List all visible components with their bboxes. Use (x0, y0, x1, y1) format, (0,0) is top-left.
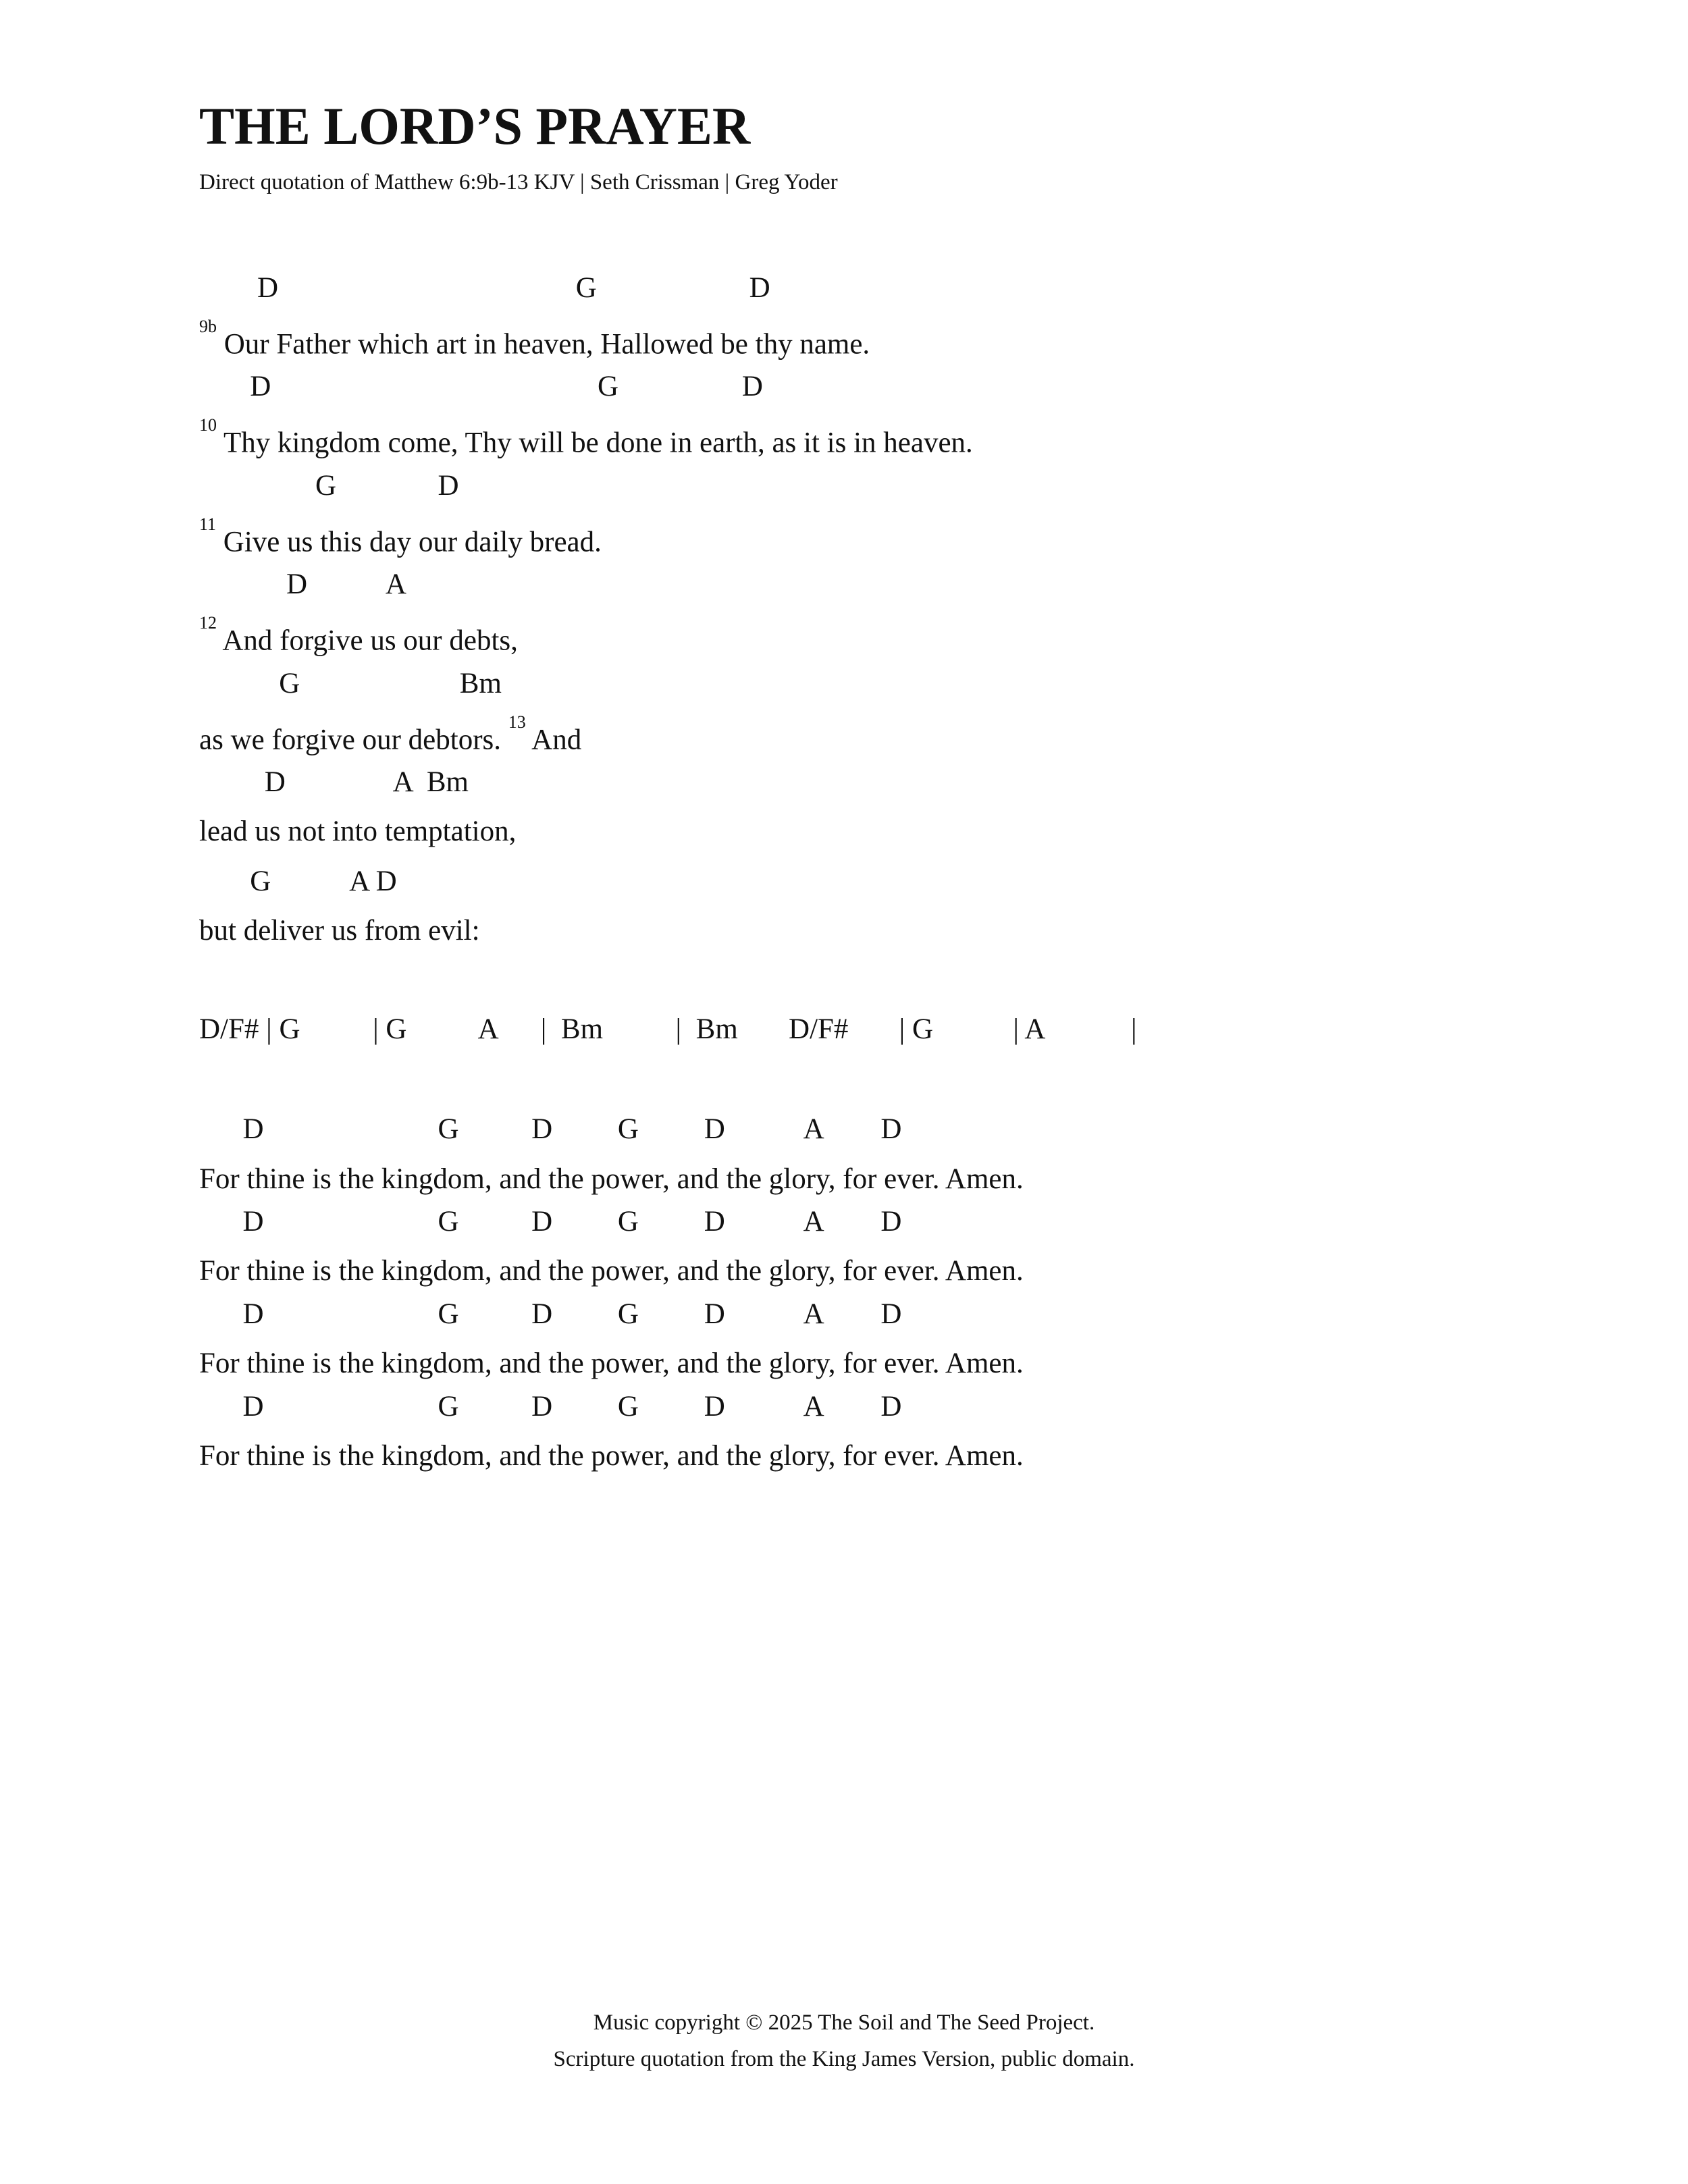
lyric-line (199, 317, 870, 361)
verse-number: 12 (199, 613, 217, 633)
chord-line: G D (199, 470, 459, 502)
lyric-line: lead us not into temptation, (199, 816, 517, 847)
lyric-text: And (525, 724, 582, 756)
song-title: THE LORD’S PRAYER (199, 97, 751, 155)
lyric-text: as we forgive our debtors. (199, 724, 508, 756)
verse-number: 13 (508, 712, 526, 732)
copyright-notice: Music copyright © 2025 The Soil and The Seed Project. (593, 2010, 1095, 2035)
chord-line: D G D G D A D (199, 1206, 902, 1237)
chord-line: D G D G D A D (199, 1391, 902, 1422)
lyric-line: For thine is the kingdom, and the power, and the glory, for ever. Amen. (199, 1163, 1024, 1195)
chord-line: D G D (199, 371, 763, 402)
lyric-text: Thy kingdom come, Thy will be done in earth, as it is in heaven. (217, 427, 973, 459)
chord-line: D G D G D A D (199, 1113, 902, 1145)
lyric-line: but deliver us from evil: (199, 915, 480, 947)
verse-number: 11 (199, 514, 217, 534)
interlude-chords: D/F# | G | G A | Bm | Bm D/F# | G | A | (199, 1013, 1137, 1045)
lyric-line (199, 514, 602, 559)
lyric-text: Give us this day our daily bread. (216, 526, 602, 558)
scripture-notice: Scripture quotation from the King James Version, public domain. (553, 2047, 1135, 2071)
lyric-line: For thine is the kingdom, and the power, and the glory, for ever. Amen. (199, 1255, 1024, 1287)
lyric-line: For thine is the kingdom, and the power, and the glory, for ever. Amen. (199, 1440, 1024, 1472)
lyric-line: For thine is the kingdom, and the power, and the glory, for ever. Amen. (199, 1348, 1024, 1379)
lyric-line (199, 613, 518, 658)
chord-line: D A Bm (199, 766, 469, 798)
chord-line: D A (199, 568, 406, 600)
chord-line: D G D (199, 272, 770, 304)
lyric-text: And forgive us our debts, (217, 624, 518, 657)
chord-line: D G D G D A D (199, 1298, 902, 1330)
chord-line: G Bm (199, 668, 502, 699)
chord-line: G A D (199, 865, 397, 897)
lyric-line (199, 712, 582, 757)
verse-number: 9b (199, 317, 217, 336)
verse-number: 10 (199, 415, 217, 435)
song-credits: Direct quotation of Matthew 6:9b-13 KJV | Seth Crissman | Greg Yoder (199, 170, 838, 194)
lyric-line (199, 415, 973, 460)
lyric-text: Our Father which art in heaven, Hallowed be thy name. (217, 328, 870, 361)
